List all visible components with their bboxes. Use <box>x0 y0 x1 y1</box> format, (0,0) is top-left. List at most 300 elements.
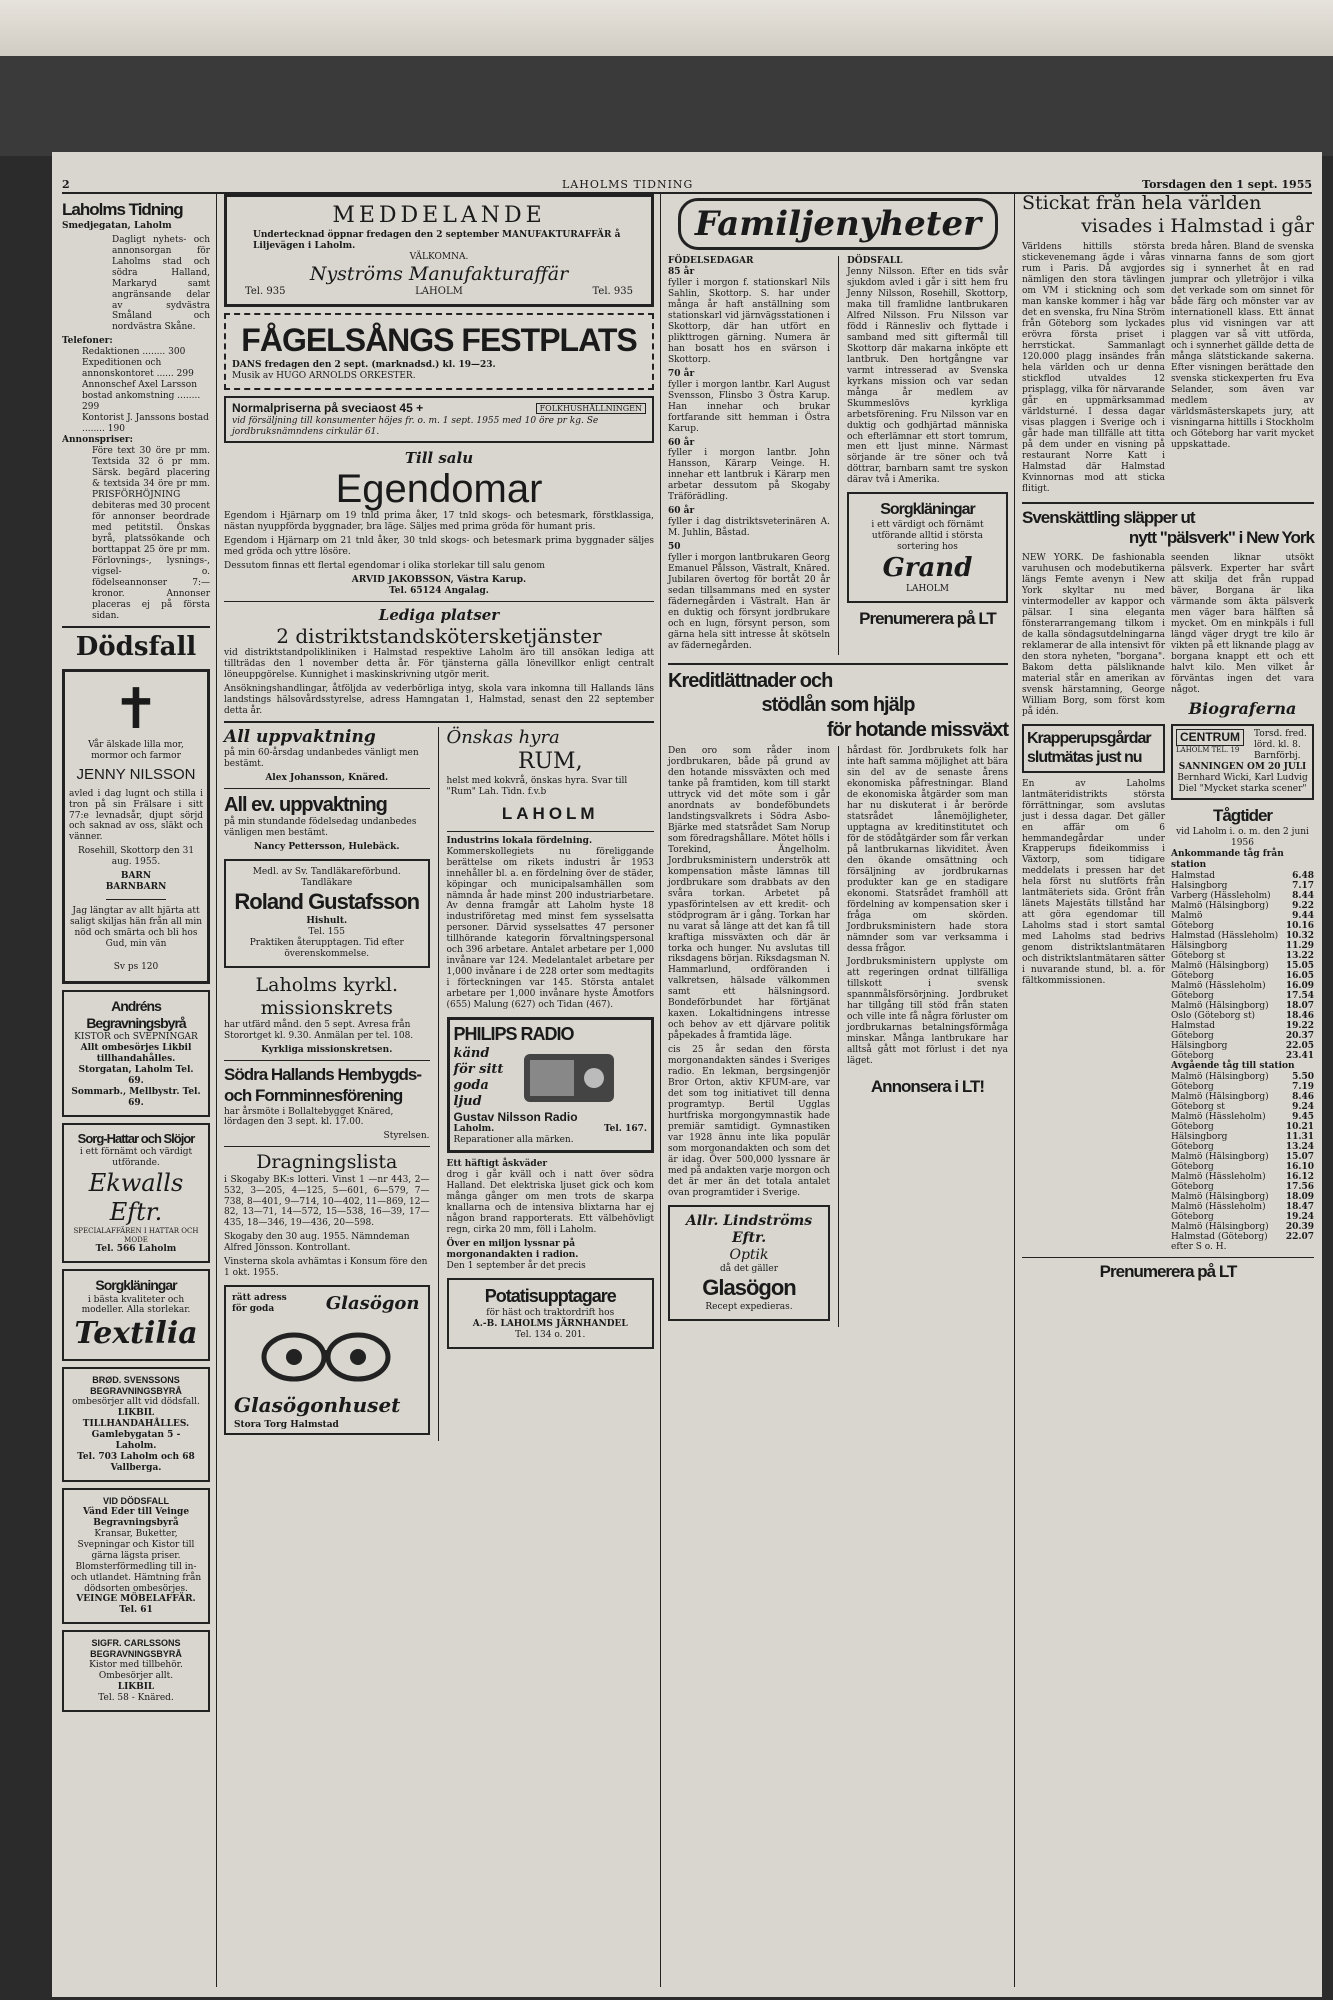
askvader-text: drog i går kväll och i natt över södra Halland. Det elektriska ljuset gick och kom många gånger om men trots de skarpa knallarna och de intensiva blixtarna har ej någon brand rapporterats. Ett välbehövligt regn, cirka 20 mm, föll i Laholm. <box>446 1170 654 1235</box>
till-salu-label: Till salu <box>404 448 474 467</box>
timetable-row <box>1171 1001 1314 1011</box>
newspaper-page <box>52 152 1322 1997</box>
timetable-row <box>1171 1031 1314 1041</box>
tagtider-footer: efter S o. H. <box>1171 1241 1227 1252</box>
obituary-title: DÖDSFALL <box>846 256 903 266</box>
cross-icon: ✝ <box>112 677 160 743</box>
egendomar-title: Egendomar <box>335 466 543 511</box>
birthday-age: 85 år <box>668 266 695 277</box>
ad-potatis <box>447 1278 655 1349</box>
timetable-station: Malmö (Hässleholm) <box>1171 1111 1266 1122</box>
timetable-row <box>1171 1172 1314 1182</box>
timetable-time: 9.24 <box>1292 1101 1314 1112</box>
birthday-text: fyller i morgon lantbr. Karl August Svensson, Flinsbo 3 Östra Karup. Han innehar och brukar fortfarande sitt hemman i Östra Karup. <box>668 379 830 434</box>
timetable-station: Malmö (Hässleholm) <box>1171 1171 1266 1182</box>
prices-text: Före text 30 öre pr mm. Textsida 32 ö pr mm. Särsk. begärd placering & textsida 34 öre pr mm. PRISFÖRHÖJNING debiteras med 30 procent för annonser beordrade med petitstil. Önskas byrå, platssökande och borttappat 25 öre pr mm. Förlovnings-, lysnings-, vigsel- o. födelseannonser 7:— kronor. Annonser placeras ej på första sidan. <box>92 446 210 621</box>
stickat-text: Världens hittills största stickevenemang ägde i våras rum i Paris. Då avgjordes nämligen den stora tävlingen om VM i stickning och som man kanske kommer i håg var det en svenska, fru Nina Ström från Göteborg som lyckades erövra första priset i herrstickat. Sammanlagt 120.000 plagg insändes från hela världen och ur denna stickflod utvaldes 12 prisplagg, vilka för närvarande går en uppmärksammad världsturné. I dessa dagar visas plaggen i Sverige och i går hade man tillfälle att titta på dem under en visning på restaurant Norre Katt i Halmstad där Halmstad Kvinnornas mod att sticka flitigt. <box>1022 242 1165 494</box>
death-verse: Jag längtar av allt hjärta att saligt skiljas hän från all min nöd och smärta och bli hos Gud, min vän <box>69 906 203 950</box>
carlssons-name: SIGFR. CARLSSONS BEGRAVNINGSBYRÅ <box>90 1638 182 1660</box>
timetable-row <box>1171 901 1314 911</box>
carlssons-sub: LIKBIL <box>117 1682 155 1693</box>
stickat-title: Stickat från hela världen <box>1022 192 1262 214</box>
veinge-sub: Vänd Eder till Veinge Begravningsbyrå <box>82 1506 190 1528</box>
ad-glasogonhuset <box>224 1285 430 1435</box>
kyrkl-signer: Kyrkliga missionskretsen. <box>261 1045 393 1056</box>
andrens-text: Allt ombesörjes Likbil tillhandahålles. <box>80 1043 192 1065</box>
grand-title: Sorgkläningar <box>880 501 975 519</box>
timetable-row <box>1171 881 1314 891</box>
ad-veinge <box>62 1488 210 1625</box>
onskas-title: Önskas hyra <box>446 727 560 749</box>
masthead-description: Dagligt nyhets- och annonsorgan för Laholms stad och södra Halland, Markaryd samt angränsande delar av sydvästra Småland och nordvästra Skåne. <box>112 234 210 333</box>
timetable-row <box>1171 1212 1314 1222</box>
phones-list <box>82 347 210 435</box>
timetable-row <box>1171 1072 1314 1082</box>
timetable-row <box>1171 1132 1314 1142</box>
ekwalls-tel: Tel. 566 Laholm <box>95 1244 177 1255</box>
normalpris-title: Normalpriserna på sveciaost 45 + <box>232 401 424 416</box>
philips-title: PHILIPS RADIO <box>453 1024 574 1045</box>
kredit-text: cis 25 år sedan den första morgonandakten sändes i Sveriges radio. En lekman, bergsingenjör Bror Orton, aktiv KFUM-are, var det som tog initiativet till denna programtyp. Bertil Ugglas hurtfriska morgongymnastik hade premiär samtidigt. Gymnastiken var 1928 ännu inte lika populär som morgonandakten och som det är idag. Över 500,000 lyssnare är med på andakten varje morgon och det är mer än det totala antalet ovan programtider i Sverige. <box>668 1045 830 1198</box>
tagtider-sub: vid Laholm i. o. m. den 2 juni 1956 <box>1176 826 1309 848</box>
industri-text: Kommerskollegiets nu föreliggande berättelse om rikets industri år 1953 innehåller bl. a. en fördelning över de städer, köpingar och municipalsamhällen som nämnda år hade minst 200 industriarbetare. Av denna framgår att Laholm hyste 18 industriföretag med minst fem sysselsatta personer. Därvid sysselsattes 47 personer tillhörande kategorin förvaltningspersonal och 396 arbetare. Antalet arbetare per 1,000 invånare var 124. Medelantalet arbetare per 1,000 invånare i de 228 orter som medtagits i förteckningen var 145. Största antalet arbetare per 1,000 invånare hyste Åmotfors (655) Malung (627) och Tidan (467). <box>446 846 654 1011</box>
timetable-station: Malmö (Hälsingborg) <box>1171 1091 1269 1102</box>
forminne-text: har årsmöte i Bollaltebygget Knäred, lördagen den 3 sept. kl. 17.00. <box>224 1106 394 1128</box>
timetable-time: 9.45 <box>1292 1111 1314 1122</box>
phones-label: Telefoner: <box>62 336 113 347</box>
page-number: 2 <box>62 178 70 191</box>
grand-text: i ett värdigt och förnämt utförande alltid i största sortering hos <box>871 519 984 552</box>
timetable-row <box>1171 1112 1314 1122</box>
philips-slogan: känd för sitt goda ljud <box>453 1046 504 1109</box>
uppvaktning-signer: Alex Johansson, Knäred. <box>265 772 389 783</box>
dragnings-text: i Skogaby BK:s lotteri. Vinst 1 —nr 443, 2—532, 3—205, 4—125, 5—601, 6—579, 7—738, 8—401, 9—714, 10—402, 11—869, 12—82, 13—71, 14—572, 15—538, 16—39, 17—435, 18—346, 19—436, 20—598. <box>224 1174 430 1229</box>
masthead-title: Laholms Tidning <box>62 200 183 219</box>
ad-andrens <box>62 990 210 1117</box>
timetable-time: 22.07 <box>1285 1231 1314 1242</box>
meddelande-title: MEDDELANDE <box>332 203 546 228</box>
timetable-time: 17.56 <box>1285 1181 1314 1192</box>
cinema-cast: Bernhard Wicki, Karl Ludvig Diel "Mycket starka scener" <box>1177 773 1308 795</box>
tagtider-title: Tågtider <box>1212 806 1273 826</box>
forminne-title: Södra Hallands Hembygds- och Fornminnesförening <box>224 1065 422 1105</box>
grand-town: LAHOLM <box>906 584 949 595</box>
timetable-time: 5.50 <box>1292 1071 1314 1082</box>
timetable-time: 6.48 <box>1292 870 1314 881</box>
egendom-text: Dessutom finnas ett flertal egendomar i olika storlekar till salu genom <box>224 560 545 571</box>
egendom-tel: Tel. 65124 Angalag. <box>389 585 489 596</box>
gustafsson-text: Praktiken återupptagen. Tid efter överenskommelse. <box>249 937 404 959</box>
meddelande-town: LAHOLM <box>415 285 463 297</box>
normalpris-tag: FOLKHUSHÅLLNINGEN <box>536 403 646 415</box>
ad-ekwalls <box>62 1123 210 1263</box>
death-signer: BARNBARN <box>105 882 167 893</box>
timetable-station: Malmö (Hälsingborg) <box>1171 1191 1269 1202</box>
timetable-time: 7.19 <box>1292 1081 1314 1092</box>
timetable-time: 17.54 <box>1285 990 1314 1001</box>
arrivals-title: Ankommande tåg från station <box>1171 848 1284 870</box>
masthead-address: Smedjegatan, Laholm <box>62 220 172 231</box>
prenumerera-label: Prenumerera på LT <box>1099 1261 1237 1281</box>
timetable-row <box>1171 1021 1314 1031</box>
timetable-row <box>1171 981 1314 991</box>
subcolumn-left <box>224 727 430 1441</box>
departures-list <box>1171 1072 1314 1242</box>
lyssnar-text: Den 1 september år det precis <box>446 1260 586 1271</box>
timetable-row <box>1171 1142 1314 1152</box>
timetable-time: 19.22 <box>1285 1020 1314 1031</box>
ad-textilia <box>62 1269 210 1361</box>
timetable-station: Malmö (Hässleholm) <box>1171 1201 1266 1212</box>
lindstrom-title: Allr. Lindströms Eftr. <box>685 1212 813 1246</box>
timetable-station: Hälsingborg <box>1171 1131 1228 1142</box>
lindstrom-footer: Recept expedieras. <box>705 1301 793 1312</box>
lediga-platser-label: Lediga platser <box>378 605 500 624</box>
timetable-row <box>1171 991 1314 1001</box>
timetable-station: Göteborg <box>1171 1141 1214 1152</box>
timetable-row <box>1171 971 1314 981</box>
timetable-station: Göteborg <box>1171 1161 1214 1172</box>
timetable-station: Göteborg <box>1171 920 1214 931</box>
timetable-row <box>1171 1082 1314 1092</box>
births-title: FÖDELSEDAGAR <box>668 256 754 266</box>
background-shadow <box>0 56 1333 156</box>
onskas-text: helst med kokvrå, önskas hyra. Svar till "Rum" Lah. Tidn. f.v.b <box>446 775 628 797</box>
glasogon-top: Glasögon <box>325 1293 420 1315</box>
svenssons-line: LIKBIL TILLHANDAHÅLLES. <box>82 1407 190 1429</box>
skattling-title: Svenskättling släpper ut <box>1022 507 1195 527</box>
timetable-station: Halmstad <box>1171 1020 1215 1031</box>
timetable-time: 18.47 <box>1285 1201 1314 1212</box>
timetable-time: 20.37 <box>1285 1030 1314 1041</box>
ad-fagelsang <box>224 313 654 390</box>
prenumerera-label: Prenumerera på LT <box>859 609 996 629</box>
tjanster-text: Ansökningshandlingar, åtföljda av vederbörliga intyg, skola vara inkomna till Hallands läns landstings hälsovårdsstyrelse, adress Hamngatan 1, Halmstad, senast den 22 september detta år. <box>224 684 654 717</box>
timetable-time: 11.31 <box>1285 1131 1314 1142</box>
veinge-text: Kransar, Buketter, Svepningar och Kistor till gärna lägsta priser. Blomsterförmedling till in- och utlandet. Hämtning från dödsorten ombesörjes. <box>70 1528 202 1594</box>
timetable-time: 7.17 <box>1292 880 1314 891</box>
timetable-station: Malmö (Hälsingborg) <box>1171 1221 1269 1232</box>
veinge-title: VID DÖDSFALL <box>102 1495 169 1506</box>
uppvaktning-signer: Nancy Pettersson, Hulebäck. <box>253 842 400 853</box>
ekwalls-tag: SPECIALAFFÄREN I HATTAR OCH MODE <box>73 1227 199 1244</box>
timetable-station: Malmö (Hälsingborg) <box>1171 900 1269 911</box>
timetable-row <box>1171 941 1314 951</box>
timetable-station: Malmö (Hälsingborg) <box>1171 960 1269 971</box>
ad-krapperup <box>1022 724 1165 773</box>
timetable-row <box>1171 1092 1314 1102</box>
departures-title: Avgående tåg till station <box>1171 1060 1295 1071</box>
timetable-time: 8.46 <box>1292 1091 1314 1102</box>
timetable-station: Oslo (Göteborg st) <box>1171 1010 1256 1021</box>
tjanster-text: vid distriktstandpolikliniken i Halmstad respektive Laholm äro till ansökan lediga att tillträdas den 1 november detta år. För tjänsterna gälla lönevillkor enligt centralt löneuppgörelse. Kunnighet i maskinskrivning utgör merit. <box>224 648 654 681</box>
timetable-station: Göteborg st <box>1171 1101 1225 1112</box>
cinema-name: CENTRUM <box>1176 729 1244 746</box>
arrivals-list <box>1171 871 1314 1061</box>
stickat-title: visades i Halmstad i går <box>1081 215 1314 238</box>
timetable-row <box>1171 951 1314 961</box>
timetable-time: 23.41 <box>1285 1050 1314 1061</box>
phone-line: Expeditionen och annonskontoret ...... 299 <box>82 358 194 380</box>
column-masthead <box>62 192 210 1987</box>
ekwalls-title: Sorg-Hattar och Slöjor <box>77 1131 195 1147</box>
svenssons-line: Tel. 703 Laholm och 68 Vallberga. <box>77 1451 195 1473</box>
meddelande-tel: Tel. 935 <box>592 285 633 297</box>
cinema-sub: LAHOLM TEL. 19 <box>1176 745 1240 754</box>
timetable-station: Göteborg <box>1171 1050 1214 1061</box>
issue-date: Torsdagen den 1 sept. 1955 <box>1142 178 1312 191</box>
timetable-time: 13.24 <box>1285 1141 1314 1152</box>
stickat-text: breda håren. Bland de svenska vinnarna fanns de som gjort sig i synnerhet åt en rad jumprar och ylletröjor i vilka det verkade som om sinnet för både färg och mönster var av internationell klass. Ett ännat plus vid visningen var att plaggen var så vitt utförda, och i synnerhet gällde detta de många slätstickande sakerna. Efter visningen berättade den svenska stickexperten fru Eva Selander, som även var medlem av världsmästerskapets jury, att visningarna hittills i Stockholm och Göteborg har varit mycket uppskattade. <box>1171 242 1314 450</box>
skattling-title: nytt "pälsverk" i New York <box>1128 528 1314 548</box>
grand-logo: Grand <box>882 552 973 583</box>
timetable-time: 18.46 <box>1285 1010 1314 1021</box>
uppvaktning-text: på min stundande födelsedag undanbedes vänligen men bestämt. <box>224 817 417 839</box>
kyrkl-title: Laholms kyrkl. missionskrets <box>255 973 398 1019</box>
kredit-title: Kreditlättnader och <box>668 669 833 692</box>
timetable-time: 16.09 <box>1285 980 1314 991</box>
industri-title: Industrins lokala fördelning. <box>446 835 593 846</box>
timetable-row <box>1171 961 1314 971</box>
timetable-time: 16.05 <box>1285 970 1314 981</box>
uppvaktning-title: All ev. uppvaktning <box>224 793 387 816</box>
krapperup-title: Krapperupsgårdar slutmätas just nu <box>1027 729 1151 767</box>
timetable-station: Malmö (Hälsingborg) <box>1171 1000 1269 1011</box>
death-text: avled i dag lugnt och stilla i tron på sin Frälsare i sitt 77:e levnadsår, djupt sörjd och saknad av oss, släkt och vänner. <box>69 788 203 843</box>
uppvaktning-text: på min 60-årsdag undanbedes vänligt men bestämt. <box>224 747 419 769</box>
timetable-time: 19.24 <box>1285 1211 1314 1222</box>
column-rule <box>660 192 661 1987</box>
annonsera-label: Annonsera i LT! <box>870 1077 985 1097</box>
glasses-icon <box>256 1327 396 1387</box>
gustafsson-place: Hishult. <box>306 915 348 926</box>
kredit-title: stödlån som hjälp <box>761 694 915 717</box>
timetable-time: 11.29 <box>1285 940 1314 951</box>
ad-philips <box>447 1017 655 1153</box>
death-name: JENNY NILSSON <box>76 766 196 784</box>
timetable-time: 22.05 <box>1285 1040 1314 1051</box>
death-place: Rosehill, Skottorp den 31 aug. 1955. <box>77 846 195 868</box>
skattling-text: NEW YORK. De fashionabla varuhusen och modebutikerna längs Femte avenyn i New York skyltar nu med vintermodeller av kappor och pälsar. I sina eleganta fönsterarrangemang tilkom i de kalla söndagsutdelningarna reklamerar de alla intensivt för den stora nyheten, "borgana". Bakom detta pälsliknande material står en amerikan av svensk härstamning, George William Borg, som först kom på idén. <box>1022 553 1165 717</box>
normalpris-text: vid försäljning till konsumenter höjes fr. o. m. 1 sept. 1955 med 10 öre pr kg. Se jordbruksnämndens cirkulär 61. <box>232 415 599 437</box>
tjanster-title: 2 distriktstandskötersketjänster <box>276 624 602 648</box>
timetable-station: Malmö (Hälsingborg) <box>1171 1151 1269 1162</box>
andrens-sub: KISTOR och SVEPNINGAR <box>74 1032 198 1043</box>
timetable-time: 10.21 <box>1285 1121 1314 1132</box>
birthday-text: fyller i morgon lantbrukaren Georg Emanuel Pålsson, Västralt, Knäred. Jubilaren övertog för bortåt 20 år sedan tillsammans med en syster fädernegården i Västralt. Han är en duktig och försynt jordbrukare och en lugn, försynt person, som gärna hela sitt intresse åt skötseln av fädernegården. <box>668 553 830 651</box>
timetable-station: Halmstad <box>1171 870 1215 881</box>
timetable-time: 16.12 <box>1285 1171 1314 1182</box>
death-signer: BARN <box>120 871 152 882</box>
timetable-row <box>1171 911 1314 921</box>
svenssons-line: Gamlebygatan 5 - Laholm. <box>91 1429 181 1451</box>
timetable-row <box>1171 1102 1314 1112</box>
timetable-time: 9.22 <box>1292 900 1314 911</box>
timetable-row <box>1171 1051 1314 1061</box>
philips-shop: Gustav Nilsson Radio <box>453 1109 578 1124</box>
timetable-time: 18.07 <box>1285 1000 1314 1011</box>
radio-icon <box>520 1048 620 1108</box>
askvader-title: Ett häftigt åskväder <box>446 1159 548 1170</box>
fagelsang-text: DANS fredagen den 2 sept. (marknadsd.) kl. 19—23. <box>232 360 496 371</box>
page-header <box>62 178 1312 192</box>
birthday-age: 60 år <box>668 506 695 517</box>
phone-line: Redaktionen ........ 300 <box>82 347 186 358</box>
philips-tel: Tel. 167. <box>604 1124 647 1135</box>
birthday-text: fyller i morgon lantbr. John Hansson, Kärarp Veinge. H. innehar ett lantbruk i Kärarp men arbetar dessutom på Skogaby Träförädling. <box>668 448 830 503</box>
uppvaktning-title: All uppvaktning <box>224 727 376 748</box>
veinge-footer: VEINGE MÖBELAFFÄR. Tel. 61 <box>76 1594 196 1616</box>
timetable-time: 18.09 <box>1285 1191 1314 1202</box>
fagelsang-title: FÅGELSÅNGS FESTPLATS <box>241 322 637 359</box>
textilia-title: Sorgkläningar <box>95 1277 177 1294</box>
timetable-row <box>1171 891 1314 901</box>
timetable-station: Göteborg st <box>1171 950 1225 961</box>
births-column <box>668 256 830 655</box>
deaths-heading: Dödsfall <box>75 631 197 662</box>
glasogon-footer: Stora Torg Halmstad <box>234 1420 339 1431</box>
timetable-time: 20.39 <box>1285 1221 1314 1232</box>
textilia-text: i bästa kvaliteter och modeller. Alla storlekar. <box>81 1294 191 1316</box>
ad-lindstrom <box>668 1205 830 1321</box>
cinema-ad <box>1171 724 1314 800</box>
meddelande-sub: VÄLKOMNA. <box>409 251 469 262</box>
kredit-title: för hotande missväxt <box>826 718 1008 741</box>
column-rule <box>216 192 217 1987</box>
ad-gustafsson <box>224 859 430 968</box>
lindstrom-sub: Optik <box>729 1246 769 1263</box>
prices-label: Annonspriser: <box>62 435 133 446</box>
svenssons-text: ombesörjer allt vid dödsfall. <box>72 1396 200 1407</box>
potatis-tel: Tel. 134 o. 201. <box>515 1329 586 1340</box>
biografer-title: Biograferna <box>1188 698 1297 718</box>
timetable-station: Göteborg <box>1171 1181 1214 1192</box>
timetable-time: 8.44 <box>1292 890 1314 901</box>
timetable-station: Malmö (Hälsingborg) <box>1171 1071 1269 1082</box>
meddelande-tel: Tel. 935 <box>245 285 286 297</box>
ekwalls-sub: i ett förnämt och värdigt utförande. <box>79 1146 193 1168</box>
ad-meddelande <box>224 194 654 307</box>
phone-line: Annonschef Axel Larsson bostad ankomstning ........ 299 <box>82 380 201 413</box>
timetable-time: 9.44 <box>1292 910 1314 921</box>
deaths-column <box>847 256 1008 655</box>
gustafsson-top: Medl. av Sv. Tandläkareförbund. Tandläkare <box>252 867 401 889</box>
kyrkl-text: har utfärd månd. den 5 sept. Avresa från Storortget kl. 9.30. Anmälan per tel. 108. <box>224 1020 414 1042</box>
column-rule <box>1014 192 1015 1987</box>
timetable-station: Malmö <box>1171 910 1203 921</box>
timetable-time: 10.16 <box>1285 920 1314 931</box>
birthday-text: fyller i morgon f. stationskarl Nils Sahlin, Skottorp. S. har under många år haft anställning som stationskarl vid järnvägsstationen i Skottorp, där han utfört en plikttrogen gärning. Numera är han bosatt hos en svärson i Skottorp. <box>668 277 830 365</box>
svenssons-name: BRØD. SVENSSONS BEGRAVNINGSBYRÅ <box>90 1375 182 1396</box>
gustafsson-name: Roland Gustafsson <box>234 889 420 915</box>
timetable-row <box>1171 1222 1314 1232</box>
timetable-time: 13.22 <box>1285 950 1314 961</box>
timetable-station: Göteborg <box>1171 970 1214 981</box>
egendom-signer: ARVID JAKOBSSON, Västra Karup. <box>351 574 527 585</box>
kredit-text: Den oro som råder inom jordbrukaren, både på grund av den hotande missväxten och med tanke på framtiden, kom till starkt uttryck vid det möte som i går anordnats av bondeföbundets landstingsvalkrets i Södra Asbo-Bjärke med statsrådet Sam Norup som föredragshållare. Mötet hölls i Torekind, Ängelholm. Jordbruksministern underströk att kompensation måste lämnas till jordbrukare som drabbats av den svåra torkan. Arbetet på ypasförintelsen av ett kredit- och stödprogram är i gång. Torkan har nu varat så länge att det kan få till kraftiga missväxten och där är torka och hunger. Nu avslutas till riksdagens början. Riksdagsman N. Hammarlund, ordföranden i valkretsen, hälsade välkommen samt ett hälsningsord. Bondeförbundet har förtjänat kaxen. Lokaltidningens intresse och behov av ett djärvare politik påpekades å framtida läge. <box>668 746 830 1042</box>
andrens-line: Storgatan, Laholm Tel. 69. <box>78 1065 194 1087</box>
potatis-text: för häst och traktordrift hos <box>486 1307 615 1318</box>
timetable-row <box>1171 871 1314 881</box>
ad-grand <box>847 492 1008 603</box>
egendom-text: Egendom i Hjärnarp om 21 tnld åker, 30 tnld skogs- och betesmark prima byggnader säljes med gröda och yttre lösöre. <box>224 535 654 557</box>
timetable-time: 15.07 <box>1285 1151 1314 1162</box>
krapperup-text: En av Laholms lantmäteridistrikts största förrättningar, som avslutas just i dessa dagar. Det gäller en affär om 6 hemmandegårdar under Krapperups fideikommiss i Växtorp, som tidigare meddelats i pressen har det hela först nu slutförts från lantmäteriets sida. Grönt från länets Majestäts tillstånd har att göra egendomar till Laholms stad i stort samtal med Laholms stad bedrivs genom distriktslantmätaren och distriktslantmätaren sätter i nuvarande stund, bl. a. för fältkommissionen. <box>1022 778 1165 987</box>
egendom-text: Egendom i Hjärnarp om 19 tnld prima åker, 17 tnld skogs- och betesmark, förstklassiga, nästan nyuppförda byggnader, bra läge. Säljes med prima gröda för humant pris. <box>224 510 654 532</box>
timetable-station: Hälsingborg <box>1171 1040 1228 1051</box>
birthday-age: 60 år <box>668 437 695 448</box>
timetable-row <box>1171 1182 1314 1192</box>
andrens-name: Andréns Begravningsbyrå <box>86 998 186 1032</box>
timetable-row <box>1171 1041 1314 1051</box>
dragnings-text: Skogaby den 30 aug. 1955. Nämndeman Alfred Jönsson. Kontrollant. <box>224 1232 410 1254</box>
column-family <box>668 192 1008 1987</box>
timetable-station: Halmstad (Hässleholm) <box>1171 930 1279 941</box>
timetable-row <box>1171 1152 1314 1162</box>
birthday-age: 70 år <box>668 368 695 379</box>
timetable-time: 16.10 <box>1285 1161 1314 1172</box>
timetable-station: Hälsingborg <box>1171 940 1228 951</box>
death-intro: Vår älskade lilla mor, mormor och farmor <box>88 740 184 762</box>
timetable-station: Göteborg <box>1171 990 1214 1001</box>
timetable-row <box>1171 1202 1314 1212</box>
timetable-row <box>1171 1011 1314 1021</box>
timetable-row <box>1171 931 1314 941</box>
birthday-text: fyller i dag distriktsveterinären A. M. Juhlin, Båstad. <box>668 517 830 539</box>
timetable-station: Malmö (Hässleholm) <box>1171 980 1266 991</box>
timetable-row <box>1171 1192 1314 1202</box>
glasogon-bottom: Glasögonhuset <box>234 1392 401 1417</box>
torn-top-paper <box>0 0 1333 60</box>
timetable-row <box>1171 1162 1314 1172</box>
carlssons-tel: Tel. 58 - Knäred. <box>98 1693 174 1704</box>
timetable-station: Halmstad (Göteborg) <box>1171 1231 1268 1242</box>
carlssons-text: Kistor med tillbehör. Ombesörjer allt. <box>89 1660 183 1682</box>
potatis-shop: A.-B. LAHOLMS JÄRNHANDEL <box>472 1318 628 1329</box>
ad-carlssons <box>62 1630 210 1712</box>
meddelande-text: Undertecknad öppnar fredagen den 2 september MANUFAKTURAFFÄR å Liljevägen i Laholm. <box>253 229 621 251</box>
birthday-age: 50 <box>668 542 681 553</box>
lindstrom-text: då det gäller <box>719 1264 779 1275</box>
timetable-row <box>1171 921 1314 931</box>
timetable-station: Göteborg <box>1171 1211 1214 1222</box>
kredit-text: Jordbruksministern upplyste om att regeringen ordnat tillfälliga tillskott i svensk spannmålsförsörjning. Jordbruket har tillgång till stöd från staten och ville inte få några förluster om jordbrukarnas betalningsförmåga minskar. Många lantbrukare har alltså gått mot förlust i det nya läget. <box>846 957 1008 1067</box>
kredit-text: hårdast för. Jordbrukets folk har inte haft samma möjlighet att bära sin del av de senaste årens ekonomiska påfrestningar. Bland de ekonomiska åtgärder som man har nu diskuterat i år berörde statsrådet lånemöjligheter, upptagna av kreditinstitutet och för de stödåtgärder som får verkan på lantbrukarnas likviditet. Även den ökande omsättning och försäljning av jordbrukarnas produkter kan ge en stadigare ekonomi. Statsrådet framhöll att fördelning av kompensation sker i fråga om skörden. Jordbruksministern hade stora nämnder som var verksamma i dessa frågor. <box>846 746 1008 954</box>
column-ads <box>224 192 654 1987</box>
ad-normalpris <box>224 396 654 443</box>
onskas-item: RUM, <box>517 749 583 775</box>
potatis-title: Potatisupptagare <box>484 1285 616 1306</box>
ekwalls-logo: Ekwalls Eftr. <box>88 1168 184 1227</box>
timetable-station: Göteborg <box>1171 1121 1214 1132</box>
forminne-signer: Styrelsen. <box>383 1131 430 1142</box>
timetable-station: Halsingborg <box>1171 880 1228 891</box>
dragnings-text: Vinsterna skola avhämtas i Konsum före den 1 okt. 1955. <box>224 1257 428 1279</box>
timetable-row <box>1171 1122 1314 1132</box>
glasogon-tag: rätt adress för goda <box>232 1293 287 1315</box>
andrens-line: Sommarb., Mellbystr. Tel. 69. <box>71 1087 201 1109</box>
cinema-schedule: Torsd. fred. lörd. kl. 8. Barnförbj. <box>1254 729 1307 762</box>
timetable-row <box>1171 1232 1314 1242</box>
timetable-station: Göteborg <box>1171 1081 1214 1092</box>
skattling-text: seenden liknar utsökt pälsverk. Experter har svårt att skilja det från ruppad bäver, Borgana är lika värmande som äkta pälsverk men väger bara hälften så mycket. Om en minkpäls i full längd väger drygt tre kilo är vikten på ett liknande plagg av borgana knappt ett och ett halvt kilo. Men vilket år förväntas ingen det vara något. <box>1171 553 1314 695</box>
timetable-station: Göteborg <box>1171 1030 1214 1041</box>
gustafsson-tel: Tel. 155 <box>308 926 345 937</box>
lindstrom-big: Glasögon <box>702 1275 796 1300</box>
lyssnar-title: Över en miljon lyssnar på morgonandakten i radion. <box>446 1238 579 1260</box>
paper-name: LAHOLMS TIDNING <box>562 178 694 191</box>
family-banner: Familjenyheter <box>678 198 998 250</box>
